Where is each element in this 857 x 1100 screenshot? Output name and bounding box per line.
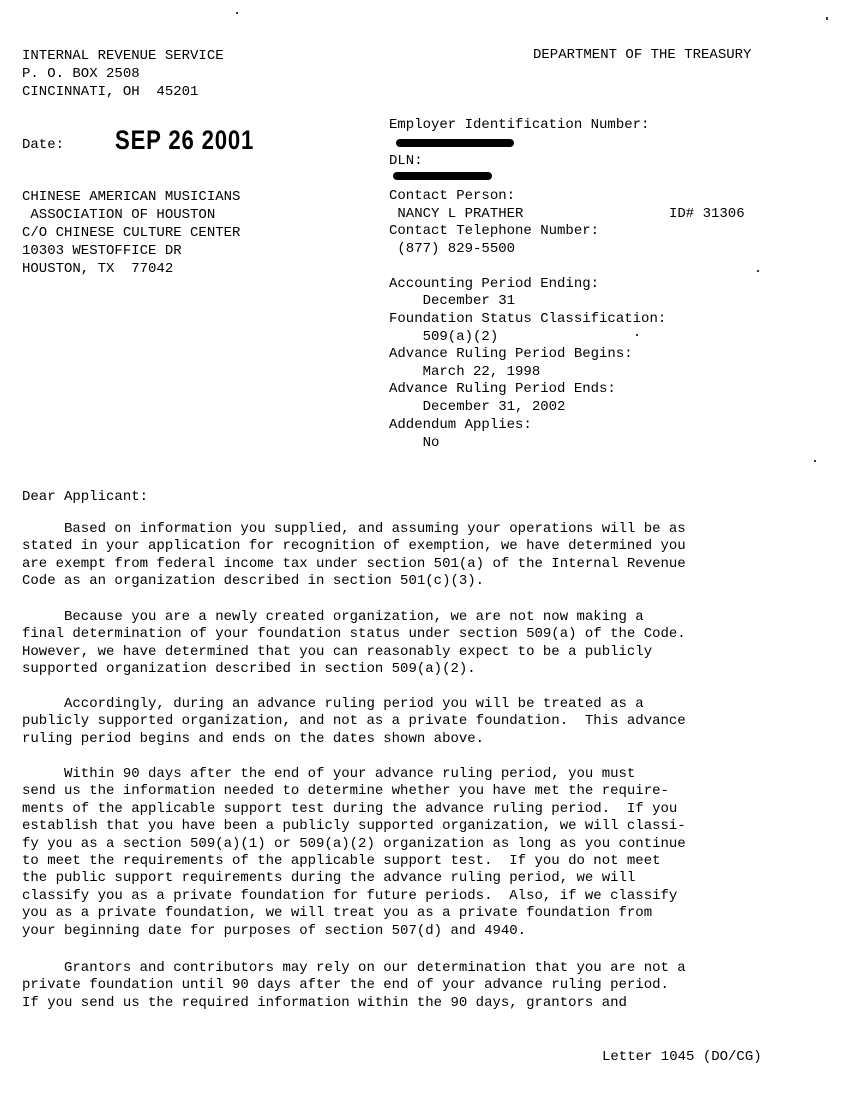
addendum-label: Addendum Applies: [389, 417, 532, 433]
ein-label: Employer Identification Number: [389, 117, 650, 133]
accounting-period-value: December 31 [389, 293, 516, 309]
scan-speck [757, 270, 759, 272]
date-label: Date: [22, 137, 65, 153]
accounting-period-label: Accounting Period Ending: [389, 276, 600, 292]
recipient-line-5: HOUSTON, TX 77042 [22, 261, 174, 277]
dln-redaction [393, 172, 492, 180]
department-heading: DEPARTMENT OF THE TREASURY [533, 47, 752, 63]
contact-id: ID# 31306 [669, 206, 745, 222]
sender-line-3: CINCINNATI, OH 45201 [22, 84, 199, 100]
recipient-line-2: ASSOCIATION OF HOUSTON [22, 207, 216, 223]
recipient-line-1: CHINESE AMERICAN MUSICIANS [22, 189, 241, 205]
paragraph-foundation-status: Because you are a newly created organization, we are not now making a final determination of your foundation status under section 509(a) of the Code. However, we have determined that you can reasonably expect to be a publicly supported organization described in section 509(a)(2). [22, 609, 686, 678]
salutation: Dear Applicant: [22, 489, 149, 505]
scan-speck [814, 460, 816, 462]
contact-phone-value: (877) 829-5500 [389, 241, 516, 257]
paragraph-exemption: Based on information you supplied, and assuming your operations will be as stated in your application for recognition of exemption, we have determined you are exempt from federal income tax under section 501(a) of the Internal Revenue Code as an organization described in section 501(c)(3). [22, 521, 686, 590]
scan-speck [636, 334, 638, 336]
sender-line-2: P. O. BOX 2508 [22, 66, 140, 82]
ruling-begins-value: March 22, 1998 [389, 364, 541, 380]
scan-speck [236, 12, 238, 14]
paragraph-advance-ruling: Accordingly, during an advance ruling period you will be treated as a publicly supported organization, and not as a private foundation. This advance ruling period begins and ends on the dates shown above. [22, 696, 686, 747]
paragraph-grantors: Grantors and contributors may rely on our determination that you are not a private foundation until 90 days after the end of your advance ruling period. If you send us the required information within the 90 days, grantors and [22, 960, 686, 1011]
ruling-begins-label: Advance Ruling Period Begins: [389, 346, 633, 362]
scan-speck [826, 17, 828, 20]
contact-phone-label: Contact Telephone Number: [389, 223, 600, 239]
paragraph-support-test: Within 90 days after the end of your advance ruling period, you must send us the information needed to determine whether you have met the require- ments of the applicable support test during the advance ruling period. If you establish that you have been a publicly supported organization, we will classi- fy you as a section 509(a)(1) or 509(a)(2) organization as long as you continue to meet the requirements of the applicable support test. If you do not meet the public support requirements during the advance ruling period, we will classify you as a private foundation for future periods. Also, if we classify you as a private foundation, we will treat you as a private foundation from your beginning date for purposes of section 507(d) and 4940. [22, 766, 686, 939]
date-stamp: SEP 26 2001 [115, 125, 255, 155]
dln-label: DLN: [389, 153, 423, 169]
ruling-ends-label: Advance Ruling Period Ends: [389, 381, 616, 397]
sender-line-1: INTERNAL REVENUE SERVICE [22, 48, 224, 64]
ruling-ends-value: December 31, 2002 [389, 399, 566, 415]
contact-person-name: NANCY L PRATHER [389, 206, 524, 222]
addendum-value: No [389, 435, 440, 451]
recipient-line-3: C/O CHINESE CULTURE CENTER [22, 225, 241, 241]
foundation-status-value: 509(a)(2) [389, 329, 499, 345]
recipient-line-4: 10303 WESTOFFICE DR [22, 243, 182, 259]
letter-form-number: Letter 1045 (DO/CG) [602, 1049, 762, 1065]
contact-person-label: Contact Person: [389, 188, 516, 204]
foundation-status-label: Foundation Status Classification: [389, 311, 667, 327]
ein-redaction [396, 139, 514, 147]
